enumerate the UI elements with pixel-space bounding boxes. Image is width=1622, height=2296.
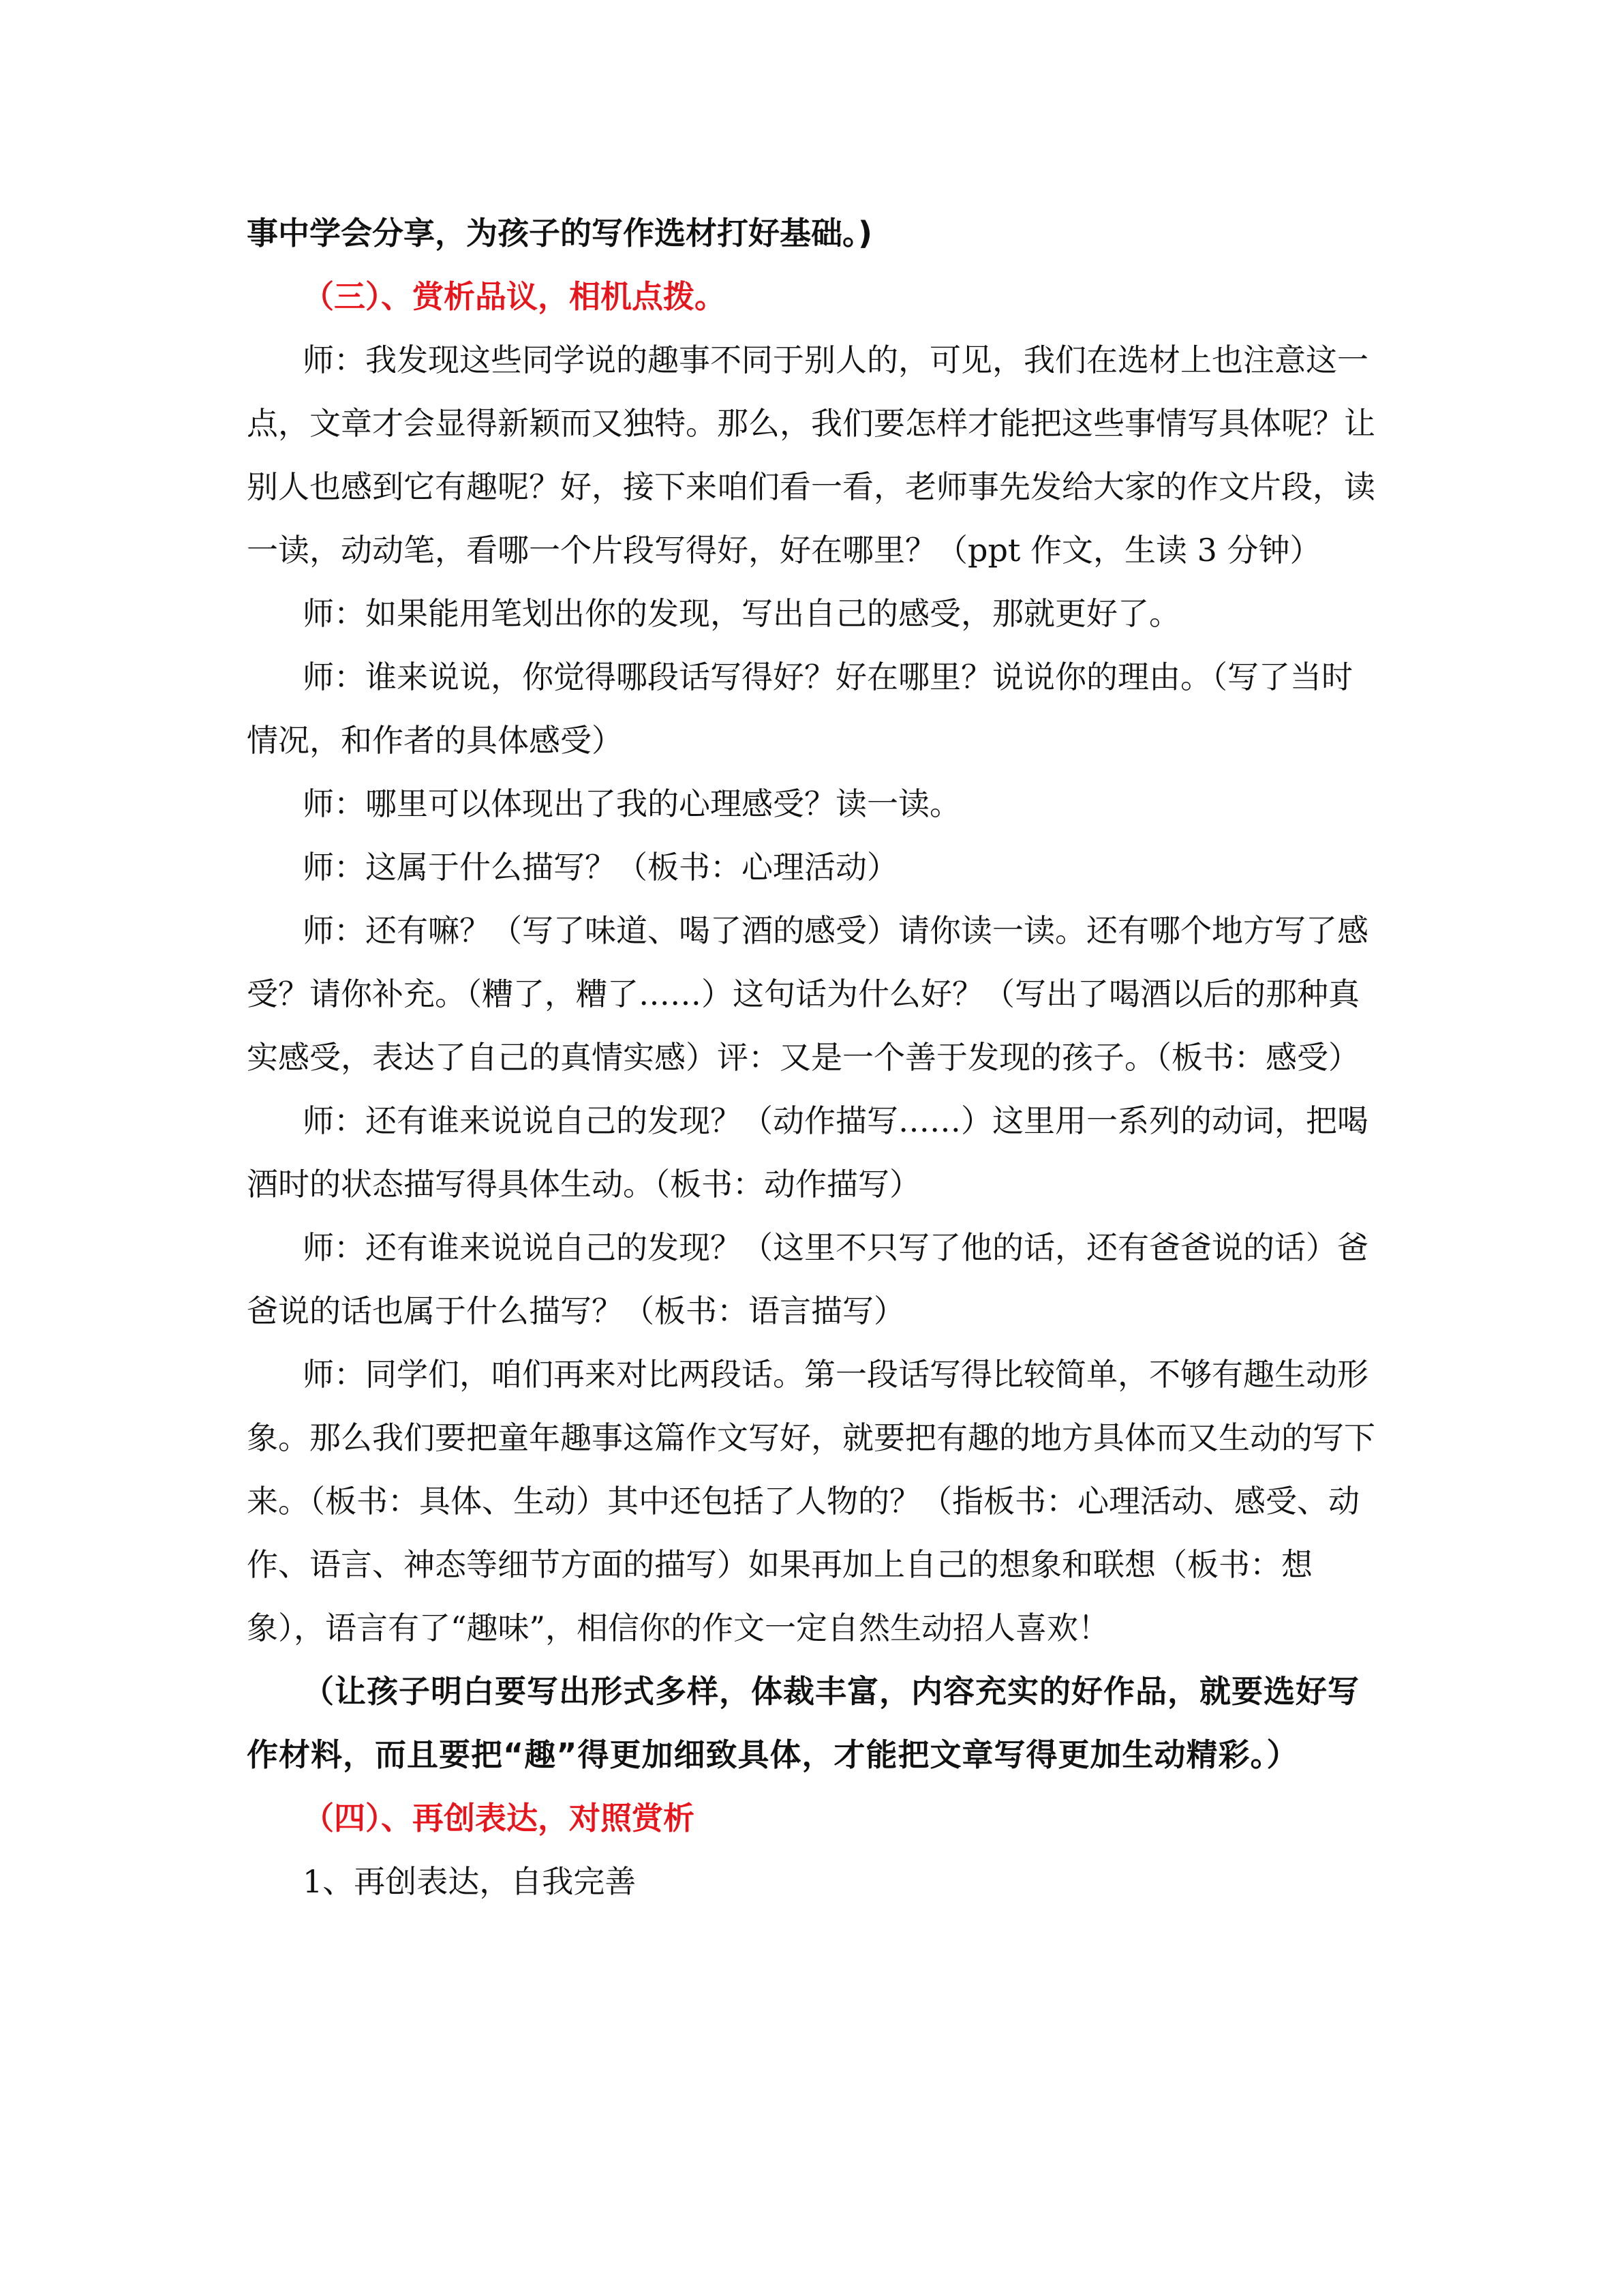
teacher-paragraph-1: 师：我发现这些同学说的趣事不同于别人的，可见，我们在选材上也注意这一点，文章才会显得新颖而又独特。那么，我们要怎样才能把这些事情写具体呢？让别人也感到它有趣呢？好，接下来咱们看一看，老师事先发给大家的作文片段，读一读，动动笔，看哪一个片段写得好，好在哪里？（ppt 作文，生读 3 分钟） [247,342,1375,569]
teacher-paragraph-5: 师：这属于什么描写？（板书：心理活动） [303,849,898,886]
teacher-paragraph-3: 师：谁来说说，你觉得哪段话写得好？好在哪里？说说你的理由。（写了当时情况，和作者的具体感受） [247,659,1353,759]
teacher-paragraph-2: 师：如果能用笔划出你的发现，写出自己的感受，那就更好了。 [303,595,1180,632]
design-note: （让孩子明白要写出形式多样，体裁丰富，内容充实的好作品，就要选好写作材料，而且要把“趣”得更加细致具体，才能把文章写得更加生动精彩。） [247,1673,1360,1773]
document-body [247,202,1383,1914]
teacher-paragraph-6: 师：还有嘛？（写了味道、喝了酒的感受）请你读一读。还有哪个地方写了感受？请你补充。（糟了，糟了……）这句话为什么好？（写出了喝酒以后的那种真实感受，表达了自己的真情实感）评：又是一个善于发现的孩子。（板书：感受） [247,912,1368,1076]
teacher-paragraph-4: 师：哪里可以体现出了我的心理感受？读一读。 [303,785,961,822]
section-heading-4: （四）、再创表达，对照赏析 [303,1800,694,1837]
teacher-paragraph-7: 师：还有谁来说说自己的发现？（动作描写……）这里用一系列的动词，把喝酒时的状态描写得具体生动。（板书：动作描写） [247,1102,1368,1203]
numbered-item-1: 1、再创表达，自我完善 [303,1863,637,1900]
section-heading-3: （三）、赏析品议，相机点拨。 [303,278,726,315]
paragraph-continuation: 事中学会分享，为孩子的写作选材打好基础。) [247,215,873,252]
teacher-paragraph-9: 师：同学们，咱们再来对比两段话。第一段话写得比较简单，不够有趣生动形象。那么我们要把童年趣事这篇作文写好，就要把有趣的地方具体而又生动的写下来。（板书：具体、生动）其中还包括了人物的？（指板书：心理活动、感受、动作、语言、神态等细节方面的描写）如果再加上自己的想象和联想（板书：想象），语言有了“趣味”，相信你的作文一定自然生动招人喜欢！ [247,1356,1375,1646]
teacher-paragraph-8: 师：还有谁来说说自己的发现？（这里不只写了他的话，还有爸爸说的话）爸爸说的话也属于什么描写？（板书：语言描写） [247,1229,1368,1329]
